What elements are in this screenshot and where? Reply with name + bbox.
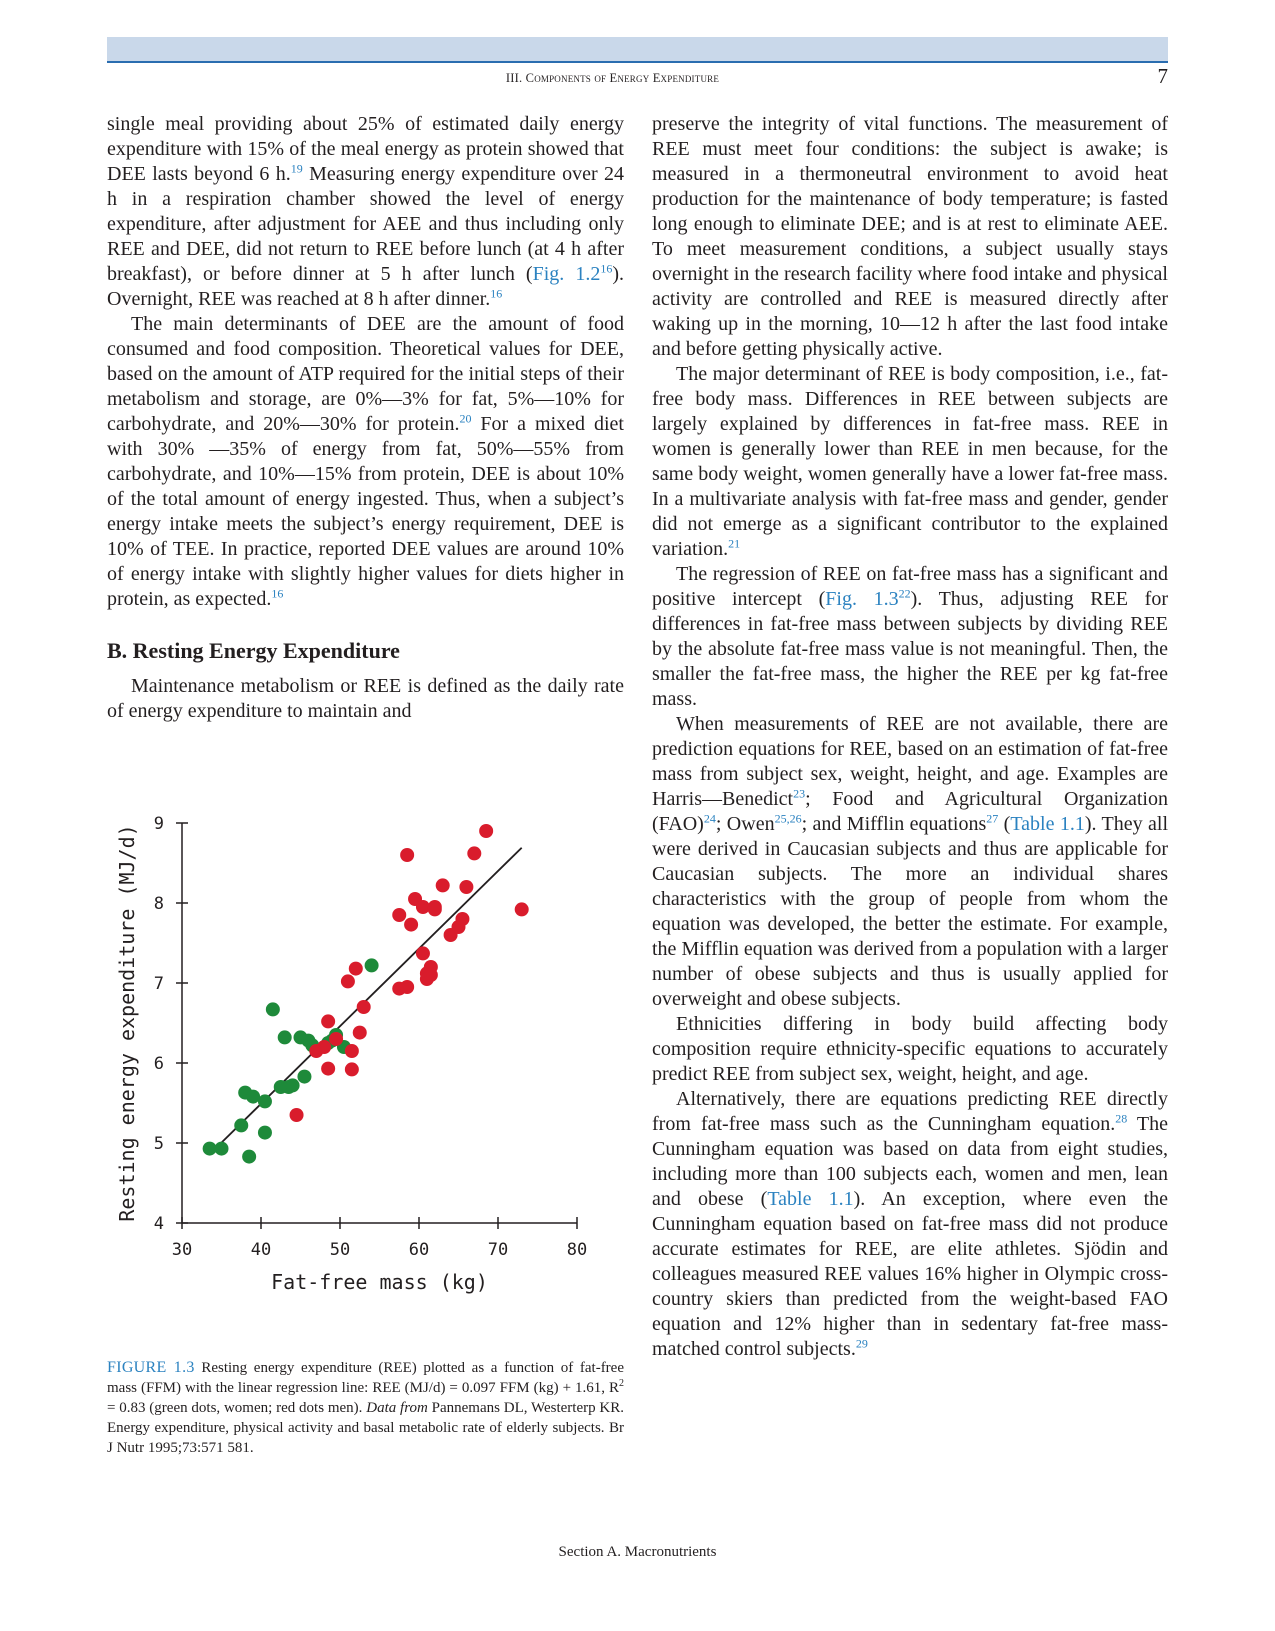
data-point-women (266, 1002, 280, 1016)
x-axis-label: Fat-free mass (kg) (271, 1270, 488, 1294)
data-point-men (321, 1014, 335, 1028)
page-footer: Section A. Macronutrients (558, 1544, 717, 1560)
data-point-men (290, 1108, 304, 1122)
left-column (107, 112, 624, 724)
section-heading: B. Resting Energy Expenditure (107, 638, 400, 663)
y-tick-label: 8 (153, 894, 164, 914)
table-link[interactable]: Table 1.1 (1010, 813, 1085, 835)
running-head: III. Components of Energy Expenditure (505, 71, 720, 85)
x-tick-label: 40 (250, 1240, 272, 1260)
data-point-men (321, 1062, 335, 1076)
paragraph: Alternatively, there are equations predicting REE directly from fat-free mass such as the Cunningham equation.$^{28}$ The Cunningham equation was based on data from eight studies, including more than 100 subjects each, women and men, lean and obese (Table 1.1). An exception, where even the Cunningham equation based on fat-free mass did not produce accurate estimates for REE, are elite athletes. Sjödin and colleagues measured REE values 16% higher in Olympic cross-country skiers than predicted from the weight-based FAO equation and 12% higher than in sedentary fat-free mass-matched control subjects.$^{29}$ (652, 1088, 1169, 1360)
data-point-men (416, 946, 430, 960)
data-point-women (278, 1030, 292, 1044)
header-rule (107, 61, 1168, 63)
x-tick-label: 80 (566, 1240, 588, 1260)
y-axis-label: Resting energy expenditure (MJ/d) (115, 824, 139, 1222)
citation-ref[interactable]: 29 (855, 1336, 868, 1351)
citation-ref[interactable]: 16 (490, 286, 503, 301)
y-tick-label: 9 (153, 814, 164, 834)
data-point-men (455, 912, 469, 926)
data-point-men (353, 1026, 367, 1040)
paragraph: Maintenance metabolism or REE is defined as the daily rate of energy expenditure to maintain and (107, 675, 624, 722)
data-point-men (341, 974, 355, 988)
right-column (652, 112, 1168, 1362)
data-point-men (479, 824, 493, 838)
citation-ref[interactable]: 19 (290, 161, 303, 176)
data-point-women (215, 1142, 229, 1156)
data-point-men (400, 848, 414, 862)
paragraph: single meal providing about 25% of estimated daily energy expenditure with 15% of the meal energy as protein showed that DEE lasts beyond 6 h.$^{19}$ Measuring energy expenditure over 24 h in a respiration chamber showed the level of energy expenditure, after adjustment for AEE and thus including only REE and DEE, did not return to REE before lunch (at 4 h after breakfast), or before dinner at 5 h after lunch (Fig. $1.2^{16}$). Overnight, REE was reached at 8 h after dinner.$^{16}$ (107, 113, 625, 310)
paragraph: The main determinants of DEE are the amount of food consumed and food composition. Theoretical values for DEE, based on the amount of ATP required for the initial steps of their metabolism and storage, are 0%—3% for fat, 5%—10% for carbohydrate, and 20%—30% for protein.$^{20}$ For a mixed diet with 30% —35% of energy from fat, 50%—55% from carbohydrate, and 10%—15% from protein, DEE is about 10% of the total amount of energy ingested. Thus, when a subject’s energy intake meets the subject’s energy requirement, DEE is 10% of TEE. In practice, reported DEE values are around 10% of energy intake with slightly higher values for diets higher in protein, as expected.$^{16}$ (107, 313, 624, 610)
data-point-men (392, 908, 406, 922)
citation-ref[interactable]: 25,26 (774, 811, 802, 826)
citation-ref[interactable]: 16 (600, 261, 613, 276)
data-point-men (424, 968, 438, 982)
x-tick-label: 50 (329, 1240, 351, 1260)
citation-ref[interactable]: 21 (728, 536, 741, 551)
data-point-women (258, 1094, 272, 1108)
data-point-men (329, 1032, 343, 1046)
data-point-men (459, 880, 473, 894)
y-tick-label: 6 (153, 1054, 164, 1074)
figure-link[interactable]: Fig. 1.3 (825, 588, 899, 610)
data-point-women (258, 1126, 272, 1140)
figure-1-3 (107, 814, 637, 1355)
x-tick-label: 30 (171, 1240, 193, 1260)
paragraph: When measurements of REE are not available, there are prediction equations for REE, based on an estimation of fat-free mass from subject sex, weight, height, and age. Examples are Harris—Benedict$^{23}$; Food and Agricultural Organization (FAO)$^{24}$; Owen$^{25,26}$; and Mifflin equations$^{27}$ (Table 1.1). They all were derived in Caucasian subjects and thus are applicable for Caucasian subjects. The more an individual shares characteristics with the group of people from whom the equation was developed, the better the estimate. For example, the Mifflin equation was derived from a population with a larger number of obese subjects and thus is usually applied for overweight and obese subjects. (652, 713, 1169, 1010)
table-link[interactable]: Table 1.1 (767, 1188, 854, 1210)
citation-ref[interactable]: 24 (703, 811, 716, 826)
data-point-men (436, 878, 450, 892)
header-band (107, 37, 1168, 61)
citation-ref[interactable]: 28 (1115, 1111, 1128, 1126)
data-point-men (345, 1044, 359, 1058)
paragraph: The regression of REE on fat-free mass has a significant and positive intercept (Fig. $1.3^{22}$). Thus, adjusting REE for differences in fat-free mass between subjects by dividing REE by the absolute fat-free mass value is not meaningful. Then, the smaller the fat-free mass, the higher the REE per kg fat-free mass. (652, 563, 1168, 710)
y-tick-label: 5 (153, 1134, 164, 1154)
citation-ref[interactable]: 22 (898, 586, 911, 601)
scatter-chart (107, 814, 637, 1355)
data-point-women (242, 1150, 256, 1164)
paragraph: Ethnicities differing in body build affecting body composition require ethnicity-specific equations to accurately predict REE from subject sex, weight, height, and age. (652, 1013, 1168, 1085)
paragraph: preserve the integrity of vital functions. The measurement of REE must meet four conditions: the subject is awake; is measured in a thermoneutral environment to avoid heat production for the maintenance of body temperature; is fasted long enough to eliminate DEE; and is at rest to eliminate AEE. To meet measurement conditions, a subject usually stays overnight in the research facility where food intake and physical activity are controlled and REE is measured directly after waking up in the morning, 10—12 h after the last food intake and before getting physically active. (652, 113, 1168, 360)
data-point-men (357, 1000, 371, 1014)
data-point-men (404, 918, 418, 932)
citation-ref[interactable]: 27 (986, 811, 999, 826)
paragraph: The major determinant of REE is body composition, i.e., fat-free body mass. Differences in REE between subjects are largely explained by differences in fat-free mass. REE in women is generally lower than REE in men because, for the same body weight, women generally have a lower fat-free mass. In a multivariate analysis with fat-free mass and gender, gender did not emerge as a significant contributor to the explained variation.$^{21}$ (652, 363, 1168, 560)
data-point-women (234, 1118, 248, 1132)
page-number: 7 (1157, 64, 1168, 88)
x-tick-label: 70 (487, 1240, 509, 1260)
data-point-men (317, 1040, 331, 1054)
citation-ref[interactable]: 20 (459, 411, 472, 426)
citation-ref[interactable]: 23 (793, 786, 806, 801)
figure-caption: FIGURE 1.3 Resting energy expenditure (REE) plotted as a function of fat-free mass (FFM) with the linear regression line: REE (MJ/d) = 0.097 FFM (kg) + 1.61, $R^2 = 0.83$ (green dots, women; red dots men). Data from Pannemans DL, Westerterp KR. Energy expenditure, physical activity and basal metabolic rate of elderly subjects. Br J Nutr 1995;73:571 581. (107, 1359, 625, 1456)
data-point-men (515, 902, 529, 916)
data-point-men (428, 902, 442, 916)
data-point-women (297, 1070, 311, 1084)
data-point-men (467, 846, 481, 860)
data-point-men (349, 962, 363, 976)
figure-label: FIGURE 1.3 (107, 1359, 195, 1376)
data-point-women (365, 958, 379, 972)
y-tick-label: 7 (153, 974, 164, 994)
data-point-women (286, 1078, 300, 1092)
y-tick-label: 4 (153, 1214, 164, 1234)
x-tick-label: 60 (408, 1240, 430, 1260)
data-point-men (345, 1062, 359, 1076)
citation-ref[interactable]: 16 (271, 586, 284, 601)
data-point-men (400, 980, 414, 994)
figure-link[interactable]: Fig. 1.2 (532, 263, 601, 285)
